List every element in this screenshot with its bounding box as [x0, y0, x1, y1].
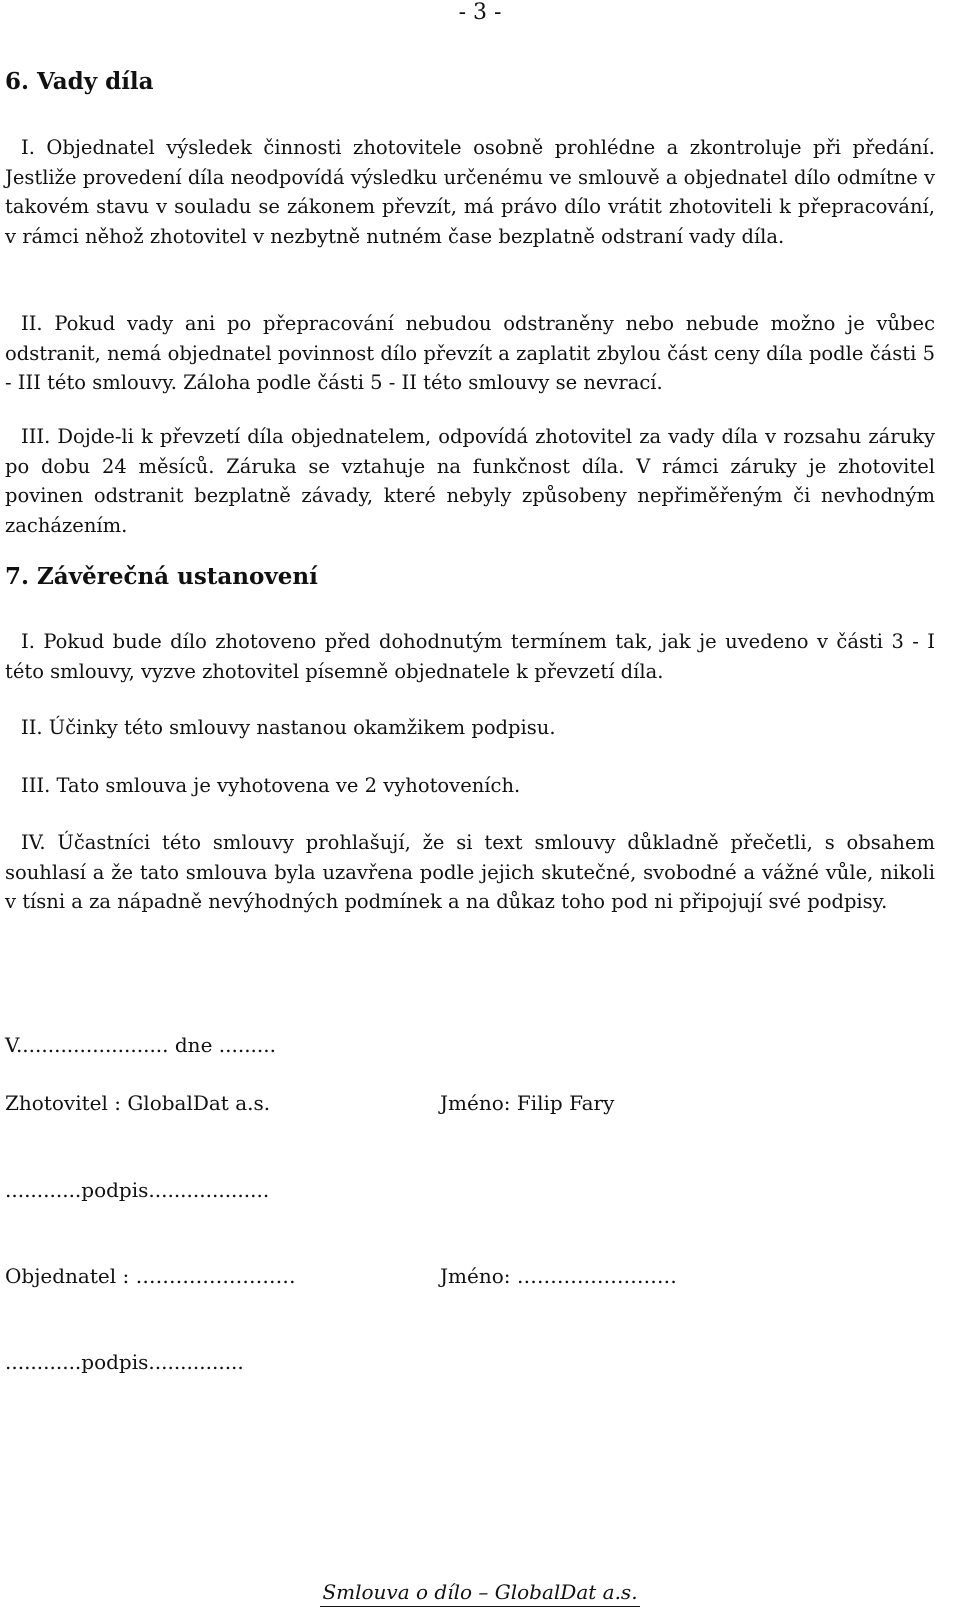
- page-footer: [0, 1578, 960, 1607]
- section-6-paragraph-1: I. Objednatel výsledek činnosti zhotovitele osobně prohlédne a zkontroluje při předání. Jestliže provedení díla neodpovídá výsledku určenému ve smlouvě a objednatel dílo odmítne v takovém stavu v souladu se zákonem převzít, má právo dílo vrátit zhotoviteli k přepracování, v rámci něhož zhotovitel v nezbytně nutném čase bezplatně odstraní vady díla.: [5, 136, 935, 248]
- client-label: Objednatel : ……………………: [5, 1264, 296, 1288]
- page-number: - 3 -: [458, 0, 502, 25]
- contractor-label: Zhotovitel : GlobalDat a.s.: [5, 1091, 271, 1115]
- section-7-paragraph-2: II. Účinky této smlouvy nastanou okamžikem podpisu.: [21, 716, 556, 739]
- contractor-signature-line: ............podpis...................: [5, 1178, 270, 1202]
- section-7-paragraph-1: I. Pokud bude dílo zhotoveno před dohodnutým termínem tak, jak je uvedeno v části 3 - I této smlouvy, vyzve zhotovitel písemně objednatele k převzetí díla.: [5, 630, 935, 683]
- section-7-paragraph-3: III. Tato smlouva je vyhotovena ve 2 vyhotoveních.: [21, 774, 521, 797]
- section-7-heading: 7. Závěrečná ustanovení: [5, 563, 318, 590]
- section-6-paragraph-2: II. Pokud vady ani po přepracování nebudou odstraněny nebo nebude možno je vůbec odstranit, nemá objednatel povinnost dílo převzít a zaplatit zbylou část ceny díla podle části 5 - III této smlouvy. Záloha podle části 5 - II této smlouvy se nevrací.: [5, 312, 935, 394]
- section-6-heading: 6. Vady díla: [5, 68, 154, 95]
- client-signature-line: ............podpis...............: [5, 1350, 244, 1374]
- section-6-paragraph-3: III. Dojde-li k převzetí díla objednatelem, odpovídá zhotovitel za vady díla v rozsahu záruky po dobu 24 měsíců. Záruka se vztahuje na funkčnost díla. V rámci záruky je zhotovitel povinen odstranit bezplatně závady, které nebyly způsobeny nepřiměřeným či nevhodným zacházením.: [5, 425, 935, 537]
- contractor-name: Jméno: Filip Fary: [440, 1091, 615, 1115]
- client-name: Jméno: ……………………: [440, 1264, 677, 1288]
- section-7-paragraph-4: IV. Účastníci této smlouvy prohlašují, že si text smlouvy důkladně přečetli, s obsahem souhlasí a že tato smlouva byla uzavřena podle jejich skutečné, svobodné a vážné vůle, nikoli v tísni a za nápadně nevýhodných podmínek a na důkaz toho pod ni připojují své podpisy.: [5, 831, 935, 913]
- footer-text: Smlouva o dílo – GlobalDat a.s.: [320, 1578, 639, 1607]
- place-date-line: V........................ dne .........: [5, 1033, 276, 1057]
